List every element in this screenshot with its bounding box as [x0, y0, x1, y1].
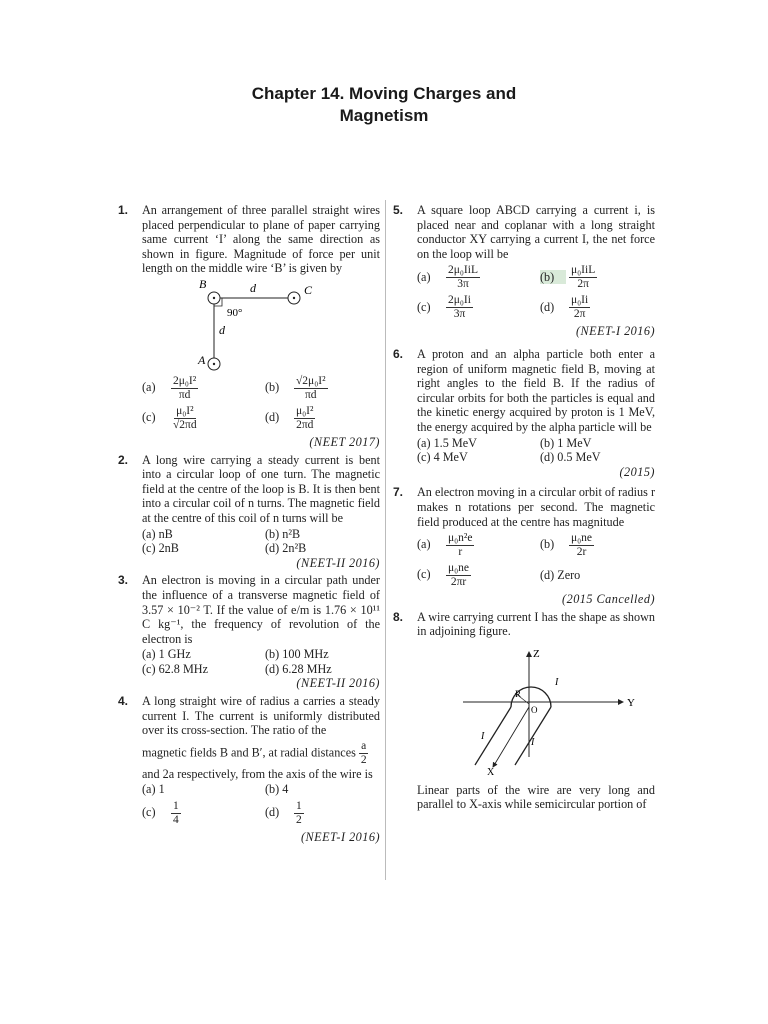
options [142, 527, 380, 556]
question-number: 8. [393, 609, 404, 624]
option-d: (d) 0.5 MeV [540, 450, 601, 465]
question-text: A wire carrying current I has the shape as shown in adjoining figure. [417, 609, 655, 639]
option-d: (d) $\frac{\text{μ₀I²}}{2\pi d}$ [265, 404, 314, 431]
question-2 [118, 453, 380, 571]
label-c: C [304, 282, 313, 297]
option-c: (c) $\frac{\text{2μ₀Ii}}{3\pi}$ [417, 294, 471, 321]
wire-shape-figure [433, 647, 653, 777]
options-ab [417, 264, 655, 291]
option-a: (a) 1 [142, 782, 165, 797]
label-b: B [199, 276, 207, 291]
option-c: (c) $\frac{\text{μ₀I²}}{√2\pi d}$ [142, 404, 197, 431]
axis-x-label: X [487, 766, 495, 777]
option-a: (a) nB [142, 526, 173, 541]
label-angle: 90° [227, 306, 243, 319]
option-d: (d) $\frac{1}{2}$ [265, 800, 302, 827]
question-5 [393, 203, 655, 339]
option-c: (c) 2nB [142, 541, 179, 556]
question-number: 2. [118, 452, 129, 467]
question-text: An electron is moving in a circular path under the influence of a transverse magnetic field of 3.57 × 10⁻² T. If the value of e/m is 1.76 × 10¹¹ C kg⁻¹, the frequency of revolution of the electron is [142, 573, 380, 646]
option-b: (b) 4 [265, 782, 289, 797]
question-4 [118, 694, 380, 845]
option-c: (c) 62.8 MHz [142, 661, 208, 676]
label-d-side: d [219, 322, 225, 337]
label-d-top: d [250, 280, 256, 295]
question-source: (2015 Cancelled) [562, 592, 655, 607]
options-ab [142, 375, 380, 402]
question-number: 7. [393, 485, 404, 500]
option-a: (a) 1.5 MeV [417, 435, 477, 450]
option-c: (c) $\frac{\text{μ₀ne}}{2\pi r}$ [417, 562, 470, 589]
question-number: 6. [393, 346, 404, 361]
question-source: (2015) [619, 464, 655, 479]
option-b: (b) $\frac{\text{μ₀ne}}{2r}$ [540, 532, 593, 559]
question-text: An electron moving in a circular orbit of radius r makes n rotations per second. The magnetic field produced at the centre has magnitude [417, 485, 655, 529]
question-number: 5. [393, 203, 404, 217]
option-a: (a) $\frac{\text{2μ₀IiL}}{3\pi}$ [417, 264, 478, 291]
question-number: 4. [118, 694, 129, 709]
options-ab [142, 782, 380, 797]
current-label-right: I [531, 736, 535, 748]
option-b: (b) 100 MHz [265, 647, 329, 662]
current-label-top: I [555, 676, 559, 688]
option-b: (b) n²B [265, 526, 301, 541]
right-column [393, 203, 655, 815]
current-label-left: I [481, 730, 485, 742]
options [417, 436, 655, 465]
question-source: (NEET 2017) [309, 434, 380, 449]
question-text: A proton and an alpha particle both enter a region of uniform magnetic field B, moving at right angles to the field B. If the radius of circular orbits for both the particles is equal and the kinetic energy acquired by proton is 1 MeV, the energy acquired by the alpha particle will be [417, 346, 655, 434]
option-a: (a) $\frac{\text{μ₀n²e}}{r}$ [417, 532, 473, 559]
options-cd [142, 405, 380, 432]
options-ab [417, 532, 655, 559]
option-c: (c) 4 MeV [417, 450, 468, 465]
option-a: (a) 1 GHz [142, 647, 191, 662]
question-source: (NEET-II 2016) [296, 676, 380, 691]
three-wires-figure [194, 276, 344, 372]
origin-label: O [531, 704, 538, 715]
question-text: A long straight wire of radius a carries a steady current I. The current is uniformly distributed over its cross-section. The ratio of the [142, 694, 380, 738]
question-text: A square loop ABCD carrying a current i, is placed near and coplanar with a long straight conductor XY carrying a current I, the net force on the loop will be [417, 203, 655, 261]
options [142, 647, 380, 676]
option-b: (b) $\frac{\text{μ₀IiL}}{2\pi}$ [540, 264, 596, 291]
option-d: (d) $\frac{\text{μ₀Ii}}{2\pi}$ [540, 294, 589, 321]
options-cd [142, 800, 380, 827]
option-a: (a) $\frac{\text{2μ₀I²}}{\pi d}$ [142, 374, 197, 401]
option-b: (b) 1 MeV [540, 435, 592, 450]
question-number: 1. [118, 203, 129, 217]
question-8 [393, 610, 655, 812]
left-column [118, 203, 380, 848]
options-cd [417, 562, 655, 589]
chapter-title [0, 83, 768, 127]
option-d: (d) 6.28 MHz [265, 661, 332, 676]
question-text: A long wire carrying a steady current is bent into a circular loop of one turn. The magnetic field at the centre of the loop is B. It is then bent into a circular coil of n turns. The magnetic field at the centre of this coil of n turns will be [142, 452, 380, 525]
label-a: A [198, 352, 206, 367]
option-d: (d) Zero [540, 568, 581, 583]
options-cd [417, 294, 655, 321]
question-text-continued: Linear parts of the wire are very long and parallel to X-axis while semicircular portion of [417, 782, 655, 812]
axis-y-label: Y [627, 696, 635, 709]
question-source: (NEET-I 2016) [300, 830, 380, 845]
question-text-end: and 2a respectively, from the axis of the wire is [142, 766, 373, 781]
question-text: An arrangement of three parallel straight wires placed perpendicular to plane of paper carrying same current ‘I’ along the same direction as shown in figure. Magnitude of force per unit length on the middle wire ‘B’ is given by [142, 203, 380, 276]
option-c: (c) $\frac{1}{4}$ [142, 800, 179, 827]
question-source: (NEET-I 2016) [575, 324, 655, 339]
question-6 [393, 347, 655, 479]
question-3 [118, 573, 380, 691]
question-source: (NEET-II 2016) [296, 555, 380, 570]
radius-label: R [515, 688, 522, 699]
option-b: (b) $\frac{\text{√2μ₀I²}}{\pi d}$ [265, 374, 326, 401]
question-1 [118, 203, 380, 450]
title-line-1: Chapter 14. Moving Charges and [251, 84, 517, 103]
question-number: 3. [118, 573, 129, 588]
question-text-fraction-line: magnetic fields B and B′, at radial distances $\frac{a}{2}$ [142, 739, 367, 766]
option-d: (d) 2n²B [265, 541, 307, 556]
column-divider [385, 200, 386, 880]
axis-z-label: Z [533, 647, 540, 660]
question-7 [393, 485, 655, 606]
title-line-2: Magnetism [339, 106, 429, 125]
